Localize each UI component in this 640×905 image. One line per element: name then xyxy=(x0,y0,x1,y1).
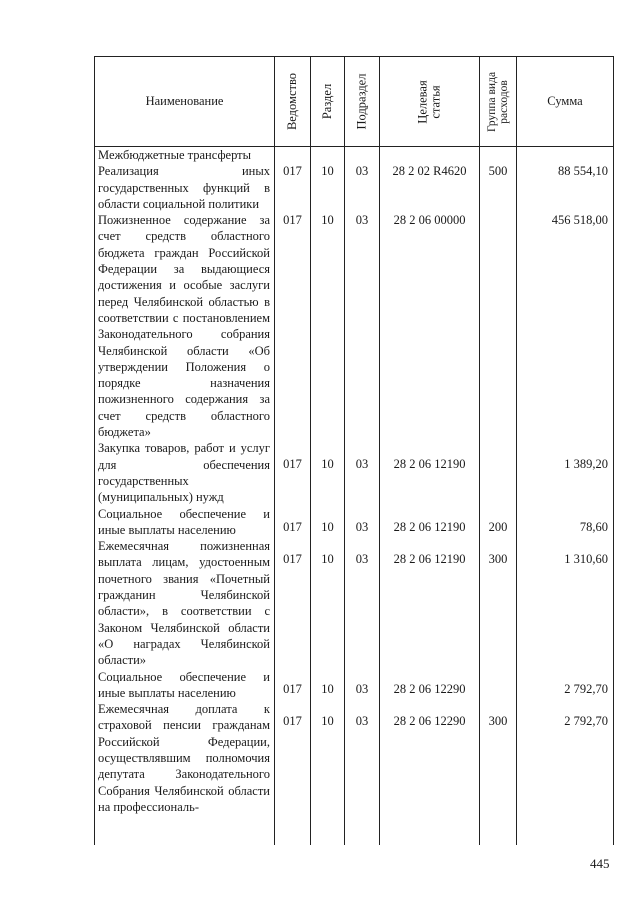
cell-podrazdel: 03 xyxy=(355,164,369,178)
cell-summa: 456 518,00 xyxy=(551,213,608,227)
cell-gruppa: 300 xyxy=(488,552,508,566)
cell-celevaya: 28 2 06 12190 xyxy=(393,457,466,471)
table-border-left xyxy=(94,56,95,845)
header-summa: Сумма xyxy=(547,94,583,108)
cell-razdel: 10 xyxy=(321,520,334,534)
cell-summa: 1 389,20 xyxy=(564,457,608,471)
row-name: Ежемесячная пожизненная выплата лицам, удостоенным почетного звания «Почетный гражданин Челябинской области», в соответствии с Законом Челябинской области «О наградах Челябинской области» xyxy=(98,539,270,668)
cell-gruppa: 500 xyxy=(488,164,508,178)
row-name: Закупка товаров, работ и услуг для обеспечения государственных (муниципальных) нужд xyxy=(98,441,270,505)
page-number: 445 xyxy=(590,856,610,871)
cell-celevaya: 28 2 06 12190 xyxy=(393,552,466,566)
cell-celevaya: 28 2 06 12290 xyxy=(393,714,466,728)
cell-podrazdel: 03 xyxy=(355,213,369,227)
header-name: Наименование xyxy=(145,94,224,108)
header-celevaya-line1: Целевая xyxy=(415,79,430,124)
cell-gruppa: 300 xyxy=(488,714,508,728)
row-name: Социальное обеспечение и иные выплаты населению xyxy=(98,506,270,537)
row-name: Пожизненное содержание за счет средств областного бюджета граждан Российской Федерации за выдающиеся достижения и особые заслуги перед Челябинской областью в соответствии с постановлением Законодательного собрания Челябинской области «Об утверждении Положения о порядке назначения пожизненного содержания за счет средств областного бюджета» xyxy=(98,213,270,440)
cell-podrazdel: 03 xyxy=(355,714,369,728)
cell-vedomstvo: 017 xyxy=(283,714,302,728)
cell-celevaya: 28 2 06 12290 xyxy=(393,682,466,696)
cell-celevaya: 28 2 06 00000 xyxy=(393,213,466,227)
row-name: Межбюджетные трансферты xyxy=(98,148,252,162)
cell-podrazdel: 03 xyxy=(355,520,369,534)
header-gruppa-line2: расходов xyxy=(498,79,511,124)
cell-gruppa: 200 xyxy=(488,520,508,534)
header-vedomstvo: Ведомство xyxy=(285,72,299,131)
cell-podrazdel: 03 xyxy=(355,457,369,471)
cell-vedomstvo: 017 xyxy=(283,682,302,696)
cell-summa: 1 310,60 xyxy=(564,552,608,566)
cell-podrazdel: 03 xyxy=(355,552,369,566)
cell-summa: 88 554,10 xyxy=(558,164,608,178)
header-podrazdel: Подраздел xyxy=(354,73,369,130)
cell-summa: 2 792,70 xyxy=(564,682,608,696)
header-celevaya-statya xyxy=(380,57,479,146)
cell-vedomstvo: 017 xyxy=(283,552,302,566)
cell-vedomstvo: 017 xyxy=(283,520,302,534)
header-celevaya-line2: статья xyxy=(428,84,443,119)
cell-vedomstvo: 017 xyxy=(283,213,302,227)
cell-razdel: 10 xyxy=(321,682,334,696)
row-name: Ежемесячная доплата к страховой пенсии гражданам Российской Федерации, осуществлявшим полномочия депутата Законодательного Собрания Челябинской области на профессиональ- xyxy=(98,702,270,814)
cell-podrazdel: 03 xyxy=(355,682,369,696)
budget-table xyxy=(94,56,614,845)
table-border-right xyxy=(613,56,614,845)
header-razdel: Раздел xyxy=(320,83,335,120)
cell-celevaya: 28 2 06 12190 xyxy=(393,520,466,534)
cell-razdel: 10 xyxy=(321,213,334,227)
cell-razdel: 10 xyxy=(321,552,334,566)
name-column xyxy=(98,147,270,815)
cell-razdel: 10 xyxy=(321,457,334,471)
row-name: Социальное обеспечение и иные выплаты населению xyxy=(98,669,270,700)
header-gruppa-vida-rashodov xyxy=(480,57,516,146)
cell-razdel: 10 xyxy=(321,714,334,728)
row-name: Реализация иных государственных функций в области социальной политики xyxy=(98,164,270,211)
cell-vedomstvo: 017 xyxy=(283,164,302,178)
cell-razdel: 10 xyxy=(321,164,334,178)
cell-summa: 78,60 xyxy=(579,520,608,534)
cell-summa: 2 792,70 xyxy=(564,714,608,728)
cell-vedomstvo: 017 xyxy=(283,457,302,471)
cell-celevaya: 28 2 02 R4620 xyxy=(392,164,467,178)
header-gruppa-line1: Группа вида xyxy=(486,71,499,132)
